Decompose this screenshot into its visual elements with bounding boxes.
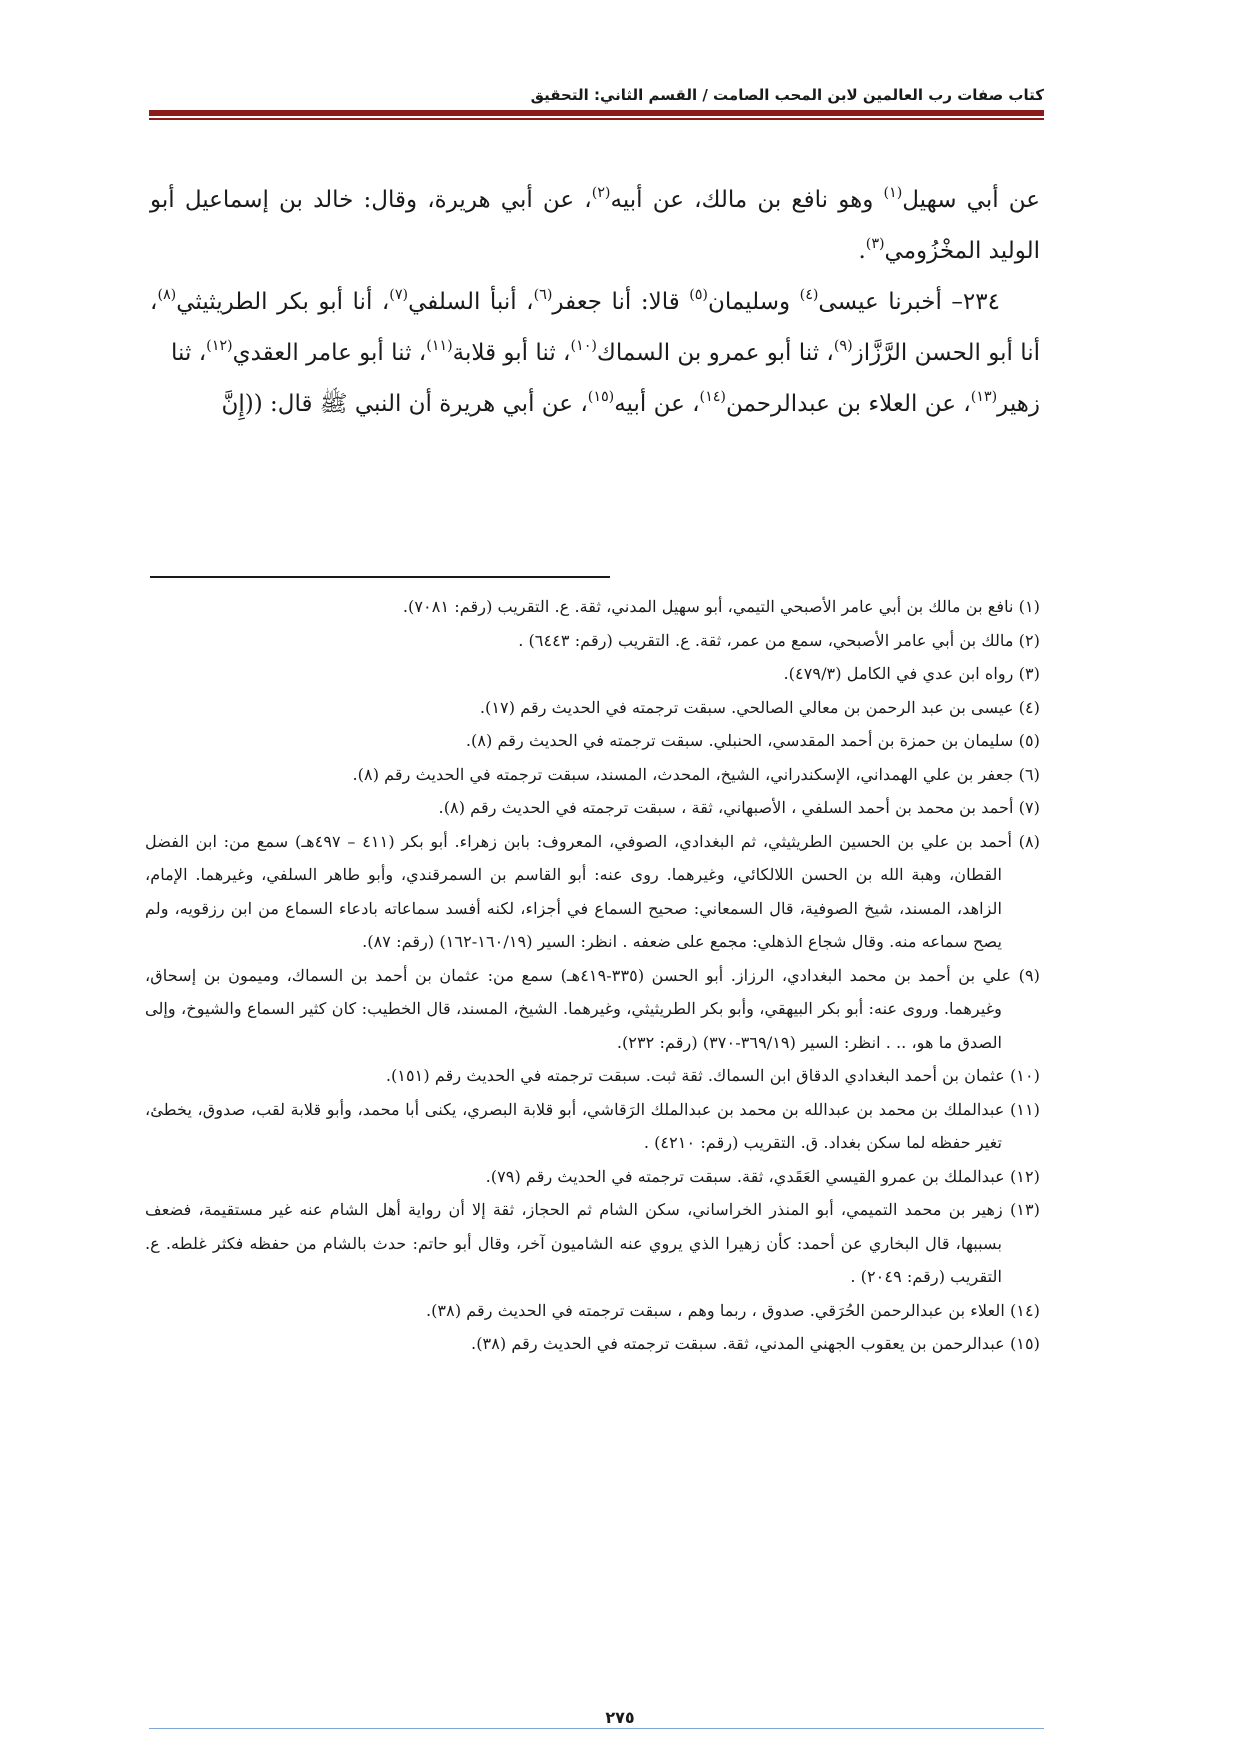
footnote-ref-8[interactable]: (٨) [157,286,177,303]
footnote-ref-15[interactable]: (١٥) [587,388,615,405]
footnote-ref-4[interactable]: (٤) [799,286,819,303]
footnote-9: (٩) علي بن أحمد بن محمد البغدادي، الرزاز. أبو الحسن (٣٣٥-٤١٩هـ) سمع من: عثمان بن أحمد بن السماك، وميمون بن إسحاق، وغيرهما. وروى عنه: أبو بكر البيهقي، وأبو بكر الطريثيثي، وغيرهما. الشيخ، المسند، قال الخطيب: كان كثير السماع والشيوخ، وإلى الصدق ما هو، .. . انظر: السير (٣٦٩/١٩-٣٧٠) (رقم: ٢٣٢). [145,965,1040,1052]
header-rule-thick [149,110,1044,116]
footnote-8: (٨) أحمد بن علي بن الحسين الطريثيثي، ثم البغدادي، الصوفي، المعروف: بابن زهراء. أبو بكر (٤١١ – ٤٩٧هـ) سمع من: ابن الفضل القطان، وهبة الله بن الحسن اللالكائي، وغيرهما. روى عنه: أبو القاسم بن السمرقندي، وأبو طاهر السلفي، وغيرهما. الإمام، الزاهد، المسند، شيخ الصوفية، قال السمعاني: صحيح السماع في أجزاء، لكنه أفسد سماعاته بادعاء السماع من ابن رزقويه، ولم يصح سماعه منه. وقال شجاع الذهلي: مجمع على ضعفه . انظر: السير (١٦٠/١٩-١٦٢) (رقم: ٨٧). [145,831,1040,951]
footnote-7: (٧) أحمد بن محمد بن أحمد السلفي ، الأصبهاني، ثقة ، سبقت ترجمته في الحديث رقم (٨). [438,798,1040,817]
text-run: عن أبي سهيل [902,187,1040,213]
text-run: ، ثنا [171,340,207,366]
footnotes-section [145,590,1040,1361]
footnote-separator [150,576,610,578]
footnote-2: (٢) مالك بن أبي عامر الأصبحي، سمع من عمر، ثقة. ع. التقريب (رقم: ٦٤٤٣) . [518,630,1040,650]
text-run: ٢٣٤– أخبرنا عيسى [818,289,1000,315]
footnote-6: (٦) جعفر بن علي الهمداني، الإسكندراني، الشيخ، المحدث، المسند، سبقت ترجمته في الحديث رقم (٨). [352,764,1040,784]
running-header-title: كتاب صفات رب العالمين لابن المحب الصامت / القسم الثاني: التحقيق [530,86,1044,104]
footnote-ref-7[interactable]: (٧) [389,286,409,303]
text-run: ، ثنا أبو عامر العقدي [232,340,427,366]
footnote-ref-1[interactable]: (١) [883,184,903,201]
footnote-10: (١٠) عثمان بن أحمد البغدادي الدقاق ابن السماك. ثقة ثبت. سبقت ترجمته في الحديث رقم (١٥١). [385,1066,1040,1085]
footnote-1: (١) نافع بن مالك بن أبي عامر الأصبحي التيمي، أبو سهيل المدني، ثقة. ع. التقريب (رقم: ٧٠٨١). [402,597,1040,616]
footnote-14: (١٤) العلاء بن عبدالرحمن الحُرَقي. صدوق ، ربما وهم ، سبقت ترجمته في الحديث رقم (٣٨). [425,1300,1040,1320]
footnote-15: (١٥) عبدالرحمن بن يعقوب الجهني المدني، ثقة. سبقت ترجمته في الحديث رقم (٣٨). [471,1334,1040,1353]
footnote-4: (٤) عيسى بن عبد الرحمن بن معالي الصالحي. سبقت ترجمته في الحديث رقم (١٧). [479,697,1040,717]
text-run: ، عن أبيه [614,391,700,417]
footnote-ref-6[interactable]: (٦) [533,286,553,303]
paragraph-1 [150,175,1040,277]
footnote-ref-14[interactable]: (١٤) [699,388,726,405]
text-run: وهو نافع بن مالك، عن أبيه [610,187,884,213]
footnote-ref-11[interactable]: (١١) [426,337,453,354]
footnote-5: (٥) سليمان بن حمزة بن أحمد المقدسي، الحنبلي. سبقت ترجمته في الحديث رقم (٨). [465,731,1040,750]
text-run: ، أنا أبو بكر الطريثيثي [176,289,390,315]
text-run: ، أنا أبو الحسن الرَّزَّاز [150,289,1040,366]
paragraph-3 [150,379,1040,430]
footnote-ref-9[interactable]: (٩) [833,337,853,354]
paragraph-2 [150,277,1040,379]
footnote-ref-2[interactable]: (٢) [591,184,611,201]
text-run: ، عن أبي هريرة، وقال: خالد بن إسماعيل أبو الوليد المخْزُومي [150,187,1040,264]
footnote-ref-12[interactable]: (١٢) [206,337,233,354]
footnote-11: (١١) عبدالملك بن محمد بن عبدالله بن محمد بن عبدالملك الرَقاشي، أبو قلابة البصري، يكنى أبا محمد، وأبو قلابة لقب، صدوق، يخطئ، تغير حفظه لما سكن بغداد. ق. التقريب (رقم: ٤٢١٠) . [145,1099,1040,1152]
text-run: قالا: أنا جعفر [552,289,690,315]
footnote-ref-13[interactable]: (١٣) [970,388,998,405]
footnote-ref-10[interactable]: (١٠) [570,337,597,354]
text-run: وسليمان [707,289,800,315]
text-run: ، عن العلاء بن عبدالرحمن [725,391,971,417]
header-rule-thin [149,118,1044,120]
main-text [150,175,1040,430]
footnote-3: (٣) رواه ابن عدي في الكامل (٤٧٩/٣). [783,664,1040,683]
footer-rule [149,1728,1044,1729]
footnote-ref-3[interactable]: (٣) [865,235,885,252]
text-run: ، عن أبي هريرة أن النبي ﷺ قال: ((إِنَّ [221,391,588,417]
text-run: زهير [997,391,1040,417]
text-run: ، ثنا أبو قلابة [452,340,571,366]
footnote-13: (١٣) زهير بن محمد التميمي، أبو المنذر الخراساني، سكن الشام ثم الحجاز، ثقة إلا أن رواية أهل الشام عنه غير مستقيمة، فضعف بسببها، قال البخاري عن أحمد: كأن زهيرا الذي يروي عنه الشاميون آخر، وقال أبو حاتم: حدث بالشام من حفظه فكثر غلطه. ع. التقريب (رقم: ٢٠٤٩) . [145,1200,1040,1286]
text-run: . [858,238,866,264]
text-run: ، ثنا أبو عمرو بن السماك [596,340,834,366]
footnote-12: (١٢) عبدالملك بن عمرو القيسي العَقَدي، ثقة. سبقت ترجمته في الحديث رقم (٧٩). [485,1166,1040,1186]
footnote-ref-5[interactable]: (٥) [689,286,708,303]
text-run: ، أنبأ السلفي [408,289,534,315]
page-number: ٢٧٥ [605,1708,635,1727]
